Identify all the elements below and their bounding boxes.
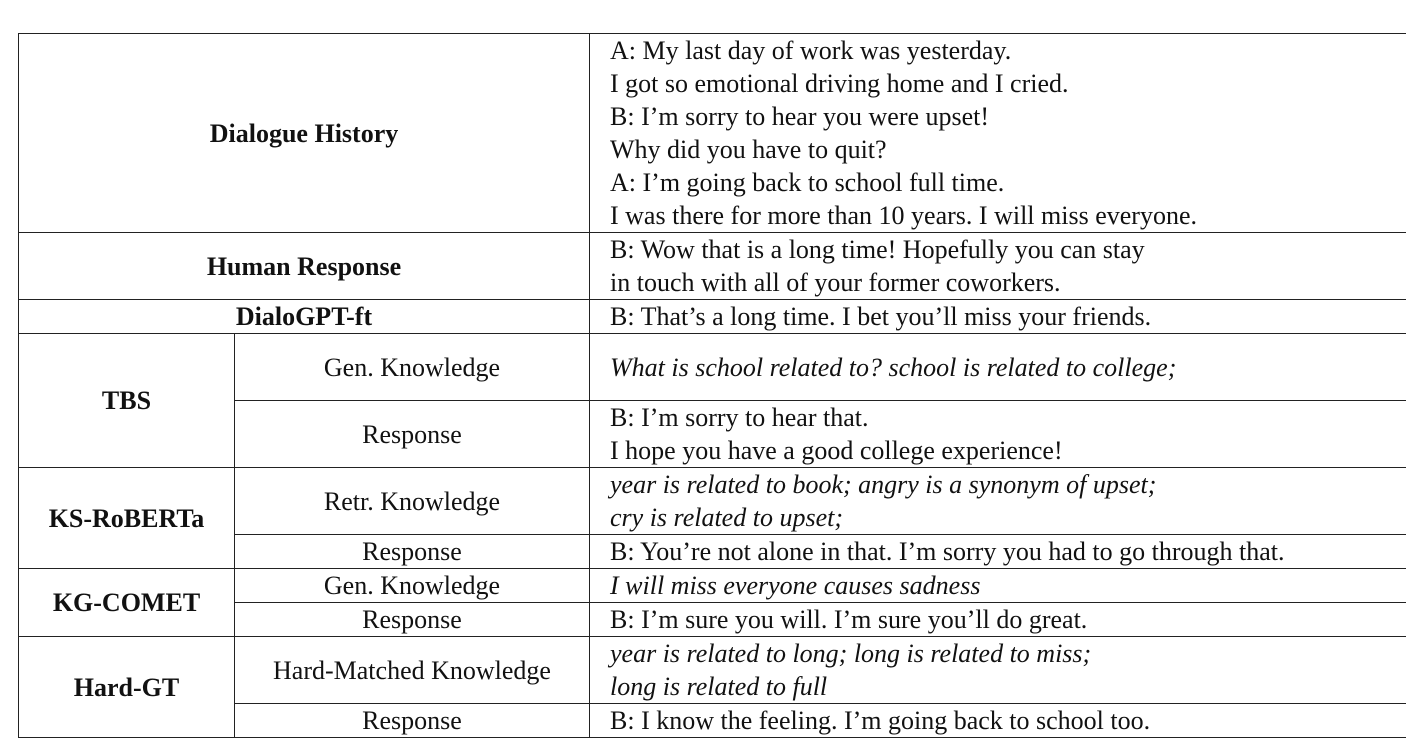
hard-gt-knowledge-text	[590, 637, 1406, 704]
tbs-label: TBS	[19, 334, 235, 468]
dialogue-history-text	[590, 34, 1406, 233]
history-line: I got so emotional driving home and I cried.	[610, 69, 1069, 98]
dialogue-history-label: Dialogue History	[19, 34, 590, 233]
kg-comet-label: KG-COMET	[19, 569, 235, 637]
history-line: Why did you have to quit?	[610, 135, 887, 164]
row-ks-roberta-knowledge	[19, 468, 1406, 535]
response-line: B: I’m sorry to hear that.	[610, 403, 869, 432]
kg-comet-knowledge-text	[590, 569, 1406, 603]
dialogpt-label: DialoGPT-ft	[19, 300, 590, 334]
tbs-knowledge-label: Gen. Knowledge	[235, 334, 590, 401]
hard-gt-label: Hard-GT	[19, 637, 235, 738]
row-hard-gt-knowledge	[19, 637, 1406, 704]
history-line: I was there for more than 10 years. I will miss everyone.	[610, 201, 1197, 230]
ks-roberta-response-text	[590, 535, 1406, 569]
response-line: in touch with all of your former coworkers.	[610, 268, 1061, 297]
knowledge-line: I will miss everyone causes sadness	[610, 571, 981, 600]
row-dialogpt	[19, 300, 1406, 334]
row-tbs-knowledge	[19, 334, 1406, 401]
human-response-text	[590, 233, 1406, 300]
response-line: B: You’re not alone in that. I’m sorry you had to go through that.	[610, 537, 1285, 566]
response-line: B: That’s a long time. I bet you’ll miss your friends.	[610, 302, 1152, 331]
row-kg-comet-knowledge	[19, 569, 1406, 603]
dialogpt-text	[590, 300, 1406, 334]
hard-gt-knowledge-label: Hard-Matched Knowledge	[235, 637, 590, 704]
response-line: B: Wow that is a long time! Hopefully you can stay	[610, 235, 1145, 264]
kg-comet-response-text	[590, 603, 1406, 637]
row-dialogue-history	[19, 34, 1406, 233]
history-line: A: My last day of work was yesterday.	[610, 36, 1012, 65]
human-response-label: Human Response	[19, 233, 590, 300]
response-line: B: I know the feeling. I’m going back to school too.	[610, 706, 1151, 735]
tbs-knowledge-text	[590, 334, 1406, 401]
ks-roberta-knowledge-label: Retr. Knowledge	[235, 468, 590, 535]
response-line: B: I’m sure you will. I’m sure you’ll do great.	[610, 605, 1088, 634]
ks-roberta-label: KS-RoBERTa	[19, 468, 235, 569]
hard-gt-response-text	[590, 704, 1406, 738]
tbs-response-label: Response	[235, 401, 590, 468]
history-line: B: I’m sorry to hear you were upset!	[610, 102, 990, 131]
history-line: A: I’m going back to school full time.	[610, 168, 1005, 197]
knowledge-line: year is related to long; long is related to miss;	[610, 639, 1092, 668]
kg-comet-response-label: Response	[235, 603, 590, 637]
ks-roberta-response-label: Response	[235, 535, 590, 569]
row-human-response	[19, 233, 1406, 300]
kg-comet-knowledge-label: Gen. Knowledge	[235, 569, 590, 603]
knowledge-line: What is school related to? school is related to college;	[610, 352, 1177, 382]
hard-gt-response-label: Response	[235, 704, 590, 738]
knowledge-line: cry is related to upset;	[610, 503, 843, 532]
comparison-table	[18, 33, 1406, 738]
knowledge-line: year is related to book; angry is a synonym of upset;	[610, 470, 1157, 499]
tbs-response-text	[590, 401, 1406, 468]
response-line: I hope you have a good college experience!	[610, 436, 1063, 465]
ks-roberta-knowledge-text	[590, 468, 1406, 535]
knowledge-line: long is related to full	[610, 672, 828, 701]
